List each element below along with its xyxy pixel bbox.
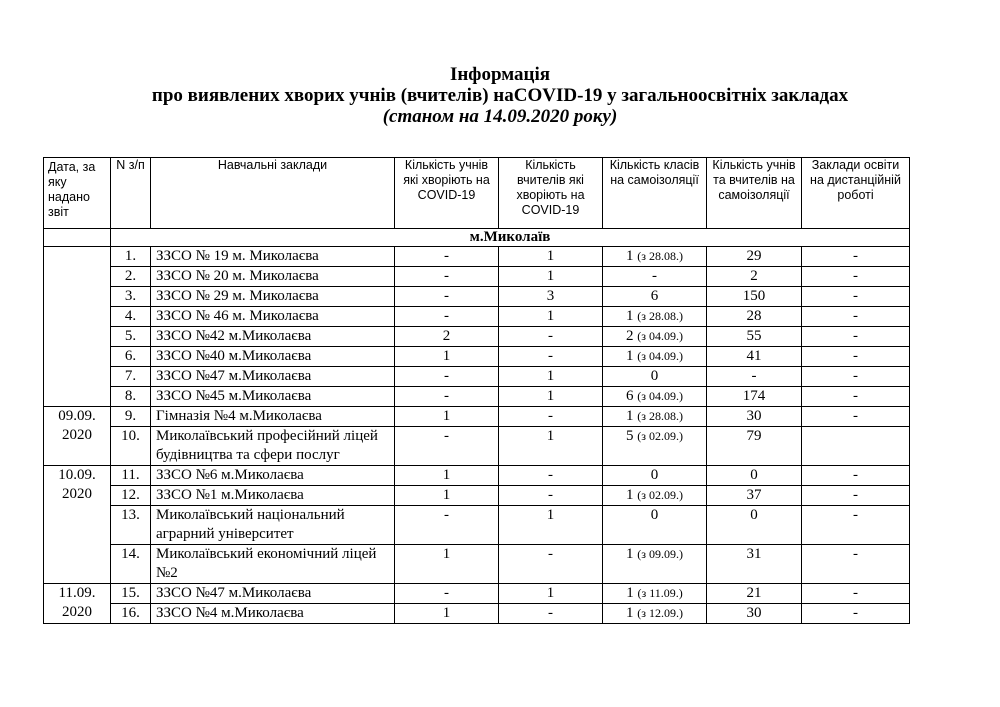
isolation-since-date: (з 11.09.)	[637, 586, 683, 600]
distance-learning-value: -	[802, 506, 910, 545]
people-isolation-value: 41	[707, 347, 802, 367]
row-number: 3.	[111, 287, 151, 307]
row-number: 11.	[111, 466, 151, 486]
people-isolation-value: 2	[707, 267, 802, 287]
classes-isolation-value	[603, 506, 707, 545]
table-row	[44, 267, 910, 287]
classes-count: 1	[626, 487, 634, 503]
students-sick-value: 2	[395, 327, 499, 347]
isolation-since-date: (з 02.09.)	[637, 429, 683, 443]
distance-learning-value: -	[802, 307, 910, 327]
classes-count: 2	[626, 328, 634, 344]
teachers-sick-value: 1	[499, 267, 603, 287]
classes-isolation-value	[603, 287, 707, 307]
classes-isolation-value	[603, 347, 707, 367]
students-sick-value: -	[395, 267, 499, 287]
distance-learning-value: -	[802, 604, 910, 624]
table-row	[44, 287, 910, 307]
classes-count: 1	[626, 408, 634, 424]
row-number: 10.	[111, 427, 151, 466]
students-sick-value: -	[395, 506, 499, 545]
classes-isolation-value	[603, 584, 707, 604]
students-sick-value: 1	[395, 604, 499, 624]
classes-count: 0	[650, 368, 659, 384]
students-sick-value: 1	[395, 407, 499, 427]
header-distance: Заклади освіти на дистанційній роботі	[802, 158, 910, 229]
distance-learning-value: -	[802, 407, 910, 427]
people-isolation-value: 29	[707, 247, 802, 267]
classes-isolation-value	[603, 327, 707, 347]
students-sick-value: -	[395, 307, 499, 327]
doc-title: Інформація	[449, 64, 551, 85]
row-number: 9.	[111, 407, 151, 427]
school-name: Миколаївський професійний ліцей будівництва та сфери послуг	[151, 427, 395, 466]
table-row	[44, 545, 910, 584]
row-number: 2.	[111, 267, 151, 287]
school-name: ЗЗСО №4 м.Миколаєва	[151, 604, 395, 624]
covid-report-table	[43, 157, 910, 624]
classes-isolation-value	[603, 407, 707, 427]
distance-learning-value: -	[802, 367, 910, 387]
row-number: 4.	[111, 307, 151, 327]
distance-learning-value: -	[802, 347, 910, 367]
row-number: 15.	[111, 584, 151, 604]
city-row-date-cell	[44, 229, 111, 247]
table-row	[44, 506, 910, 545]
isolation-since-date: (з 09.09.)	[637, 547, 683, 561]
classes-count: 1	[626, 308, 634, 324]
classes-isolation-value	[603, 267, 707, 287]
classes-count: 1	[626, 248, 634, 264]
classes-count: 0	[650, 467, 659, 483]
table-row	[44, 427, 910, 466]
distance-learning-value: -	[802, 247, 910, 267]
table-row	[44, 347, 910, 367]
school-name: ЗЗСО №45 м.Миколаєва	[151, 387, 395, 407]
students-sick-value: 1	[395, 486, 499, 506]
people-isolation-value: 0	[707, 506, 802, 545]
teachers-sick-value: 1	[499, 307, 603, 327]
school-name: ЗЗСО № 19 м. Миколаєва	[151, 247, 395, 267]
students-sick-value: -	[395, 287, 499, 307]
teachers-sick-value: -	[499, 466, 603, 486]
school-name: ЗЗСО №47 м.Миколаєва	[151, 584, 395, 604]
header-date: Дата, за яку надано звіт	[44, 158, 111, 229]
classes-count: 1	[626, 348, 634, 364]
classes-isolation-value	[603, 387, 707, 407]
school-name: Миколаївський економічний ліцей №2	[151, 545, 395, 584]
teachers-sick-value: -	[499, 347, 603, 367]
school-name: ЗЗСО №1 м.Миколаєва	[151, 486, 395, 506]
classes-isolation-value	[603, 604, 707, 624]
school-name: ЗЗСО №40 м.Миколаєва	[151, 347, 395, 367]
table-row	[44, 307, 910, 327]
row-number: 5.	[111, 327, 151, 347]
students-sick-value: -	[395, 367, 499, 387]
city-name: м.Миколаїв	[111, 229, 910, 247]
row-number: 12.	[111, 486, 151, 506]
table-row	[44, 486, 910, 506]
teachers-sick-value: -	[499, 327, 603, 347]
classes-count: 6	[650, 288, 659, 304]
doc-date-note: (станом на 14.09.2020 року)	[382, 106, 618, 127]
isolation-since-date: (з 28.08.)	[637, 309, 683, 323]
row-number: 1.	[111, 247, 151, 267]
row-number: 16.	[111, 604, 151, 624]
table-row	[44, 407, 910, 427]
classes-count: 1	[626, 546, 634, 562]
teachers-sick-value: 1	[499, 427, 603, 466]
classes-isolation-value	[603, 367, 707, 387]
row-number: 6.	[111, 347, 151, 367]
school-name: ЗЗСО №47 м.Миколаєва	[151, 367, 395, 387]
table-row	[44, 367, 910, 387]
people-isolation-value: 79	[707, 427, 802, 466]
table-header-row	[44, 158, 910, 229]
header-num: N з/п	[111, 158, 151, 229]
students-sick-value: 1	[395, 466, 499, 486]
classes-count: 5	[626, 428, 634, 444]
teachers-sick-value: 1	[499, 506, 603, 545]
header-students-sick: Кількість учнів які хворіють на COVID-19	[395, 158, 499, 229]
report-date-cell: 09.09. 2020	[44, 407, 111, 466]
row-number: 14.	[111, 545, 151, 584]
isolation-since-date: (з 04.09.)	[637, 329, 683, 343]
school-name: Гімназія №4 м.Миколаєва	[151, 407, 395, 427]
teachers-sick-value: 1	[499, 247, 603, 267]
row-number: 13.	[111, 506, 151, 545]
school-name: Миколаївський національний аграрний університет	[151, 506, 395, 545]
isolation-since-date: (з 04.09.)	[637, 389, 683, 403]
classes-isolation-value	[603, 466, 707, 486]
table-row	[44, 604, 910, 624]
distance-learning-value: -	[802, 584, 910, 604]
header-classes-isolation: Кількість класів на самоізоляції	[603, 158, 707, 229]
people-isolation-value: 37	[707, 486, 802, 506]
header-people-isolation: Кількість учнів та вчителів на самоізоляції	[707, 158, 802, 229]
distance-learning-value: -	[802, 267, 910, 287]
school-name: ЗЗСО №42 м.Миколаєва	[151, 327, 395, 347]
students-sick-value: -	[395, 387, 499, 407]
students-sick-value: 1	[395, 347, 499, 367]
doc-subtitle: про виявлених хворих учнів (вчителів) наCOVID-19 у загальноосвітніх закладах	[151, 85, 849, 106]
report-date-cell	[44, 247, 111, 407]
distance-learning-value: -	[802, 486, 910, 506]
people-isolation-value: 150	[707, 287, 802, 307]
distance-learning-value: -	[802, 466, 910, 486]
school-name: ЗЗСО № 46 м. Миколаєва	[151, 307, 395, 327]
isolation-since-date: (з 12.09.)	[637, 606, 683, 620]
table-row	[44, 247, 910, 267]
classes-count: -	[652, 268, 657, 284]
students-sick-value: -	[395, 584, 499, 604]
distance-learning-value	[802, 427, 910, 466]
isolation-since-date: (з 28.08.)	[637, 249, 683, 263]
isolation-since-date: (з 28.08.)	[637, 409, 683, 423]
people-isolation-value: 55	[707, 327, 802, 347]
report-date-cell: 11.09. 2020	[44, 584, 111, 624]
teachers-sick-value: -	[499, 545, 603, 584]
row-number: 8.	[111, 387, 151, 407]
school-name: ЗЗСО №6 м.Миколаєва	[151, 466, 395, 486]
distance-learning-value: -	[802, 327, 910, 347]
table-row	[44, 584, 910, 604]
classes-isolation-value	[603, 307, 707, 327]
table-row	[44, 466, 910, 486]
isolation-since-date: (з 02.09.)	[637, 488, 683, 502]
people-isolation-value: 28	[707, 307, 802, 327]
classes-count: 6	[626, 388, 634, 404]
teachers-sick-value: -	[499, 486, 603, 506]
table-row	[44, 327, 910, 347]
people-isolation-value: 21	[707, 584, 802, 604]
people-isolation-value: 0	[707, 466, 802, 486]
classes-isolation-value	[603, 486, 707, 506]
teachers-sick-value: -	[499, 604, 603, 624]
students-sick-value: -	[395, 247, 499, 267]
header-teachers-sick: Кількість вчителів які хворіють на COVID-19	[499, 158, 603, 229]
row-number: 7.	[111, 367, 151, 387]
teachers-sick-value: 1	[499, 387, 603, 407]
table-row	[44, 387, 910, 407]
people-isolation-value: 30	[707, 407, 802, 427]
city-row	[44, 229, 910, 247]
classes-count: 1	[626, 605, 634, 621]
students-sick-value: -	[395, 427, 499, 466]
people-isolation-value: 174	[707, 387, 802, 407]
classes-isolation-value	[603, 545, 707, 584]
school-name: ЗЗСО № 29 м. Миколаєва	[151, 287, 395, 307]
report-date-cell: 10.09. 2020	[44, 466, 111, 584]
teachers-sick-value: 1	[499, 584, 603, 604]
people-isolation-value: 30	[707, 604, 802, 624]
classes-count: 1	[626, 585, 634, 601]
teachers-sick-value: 1	[499, 367, 603, 387]
school-name: ЗЗСО № 20 м. Миколаєва	[151, 267, 395, 287]
classes-isolation-value	[603, 247, 707, 267]
people-isolation-value: -	[707, 367, 802, 387]
people-isolation-value: 31	[707, 545, 802, 584]
teachers-sick-value: -	[499, 407, 603, 427]
distance-learning-value: -	[802, 545, 910, 584]
teachers-sick-value: 3	[499, 287, 603, 307]
isolation-since-date: (з 04.09.)	[637, 349, 683, 363]
classes-count: 0	[650, 507, 659, 523]
distance-learning-value: -	[802, 287, 910, 307]
classes-isolation-value	[603, 427, 707, 466]
distance-learning-value: -	[802, 387, 910, 407]
header-school: Навчальні заклади	[151, 158, 395, 229]
students-sick-value: 1	[395, 545, 499, 584]
